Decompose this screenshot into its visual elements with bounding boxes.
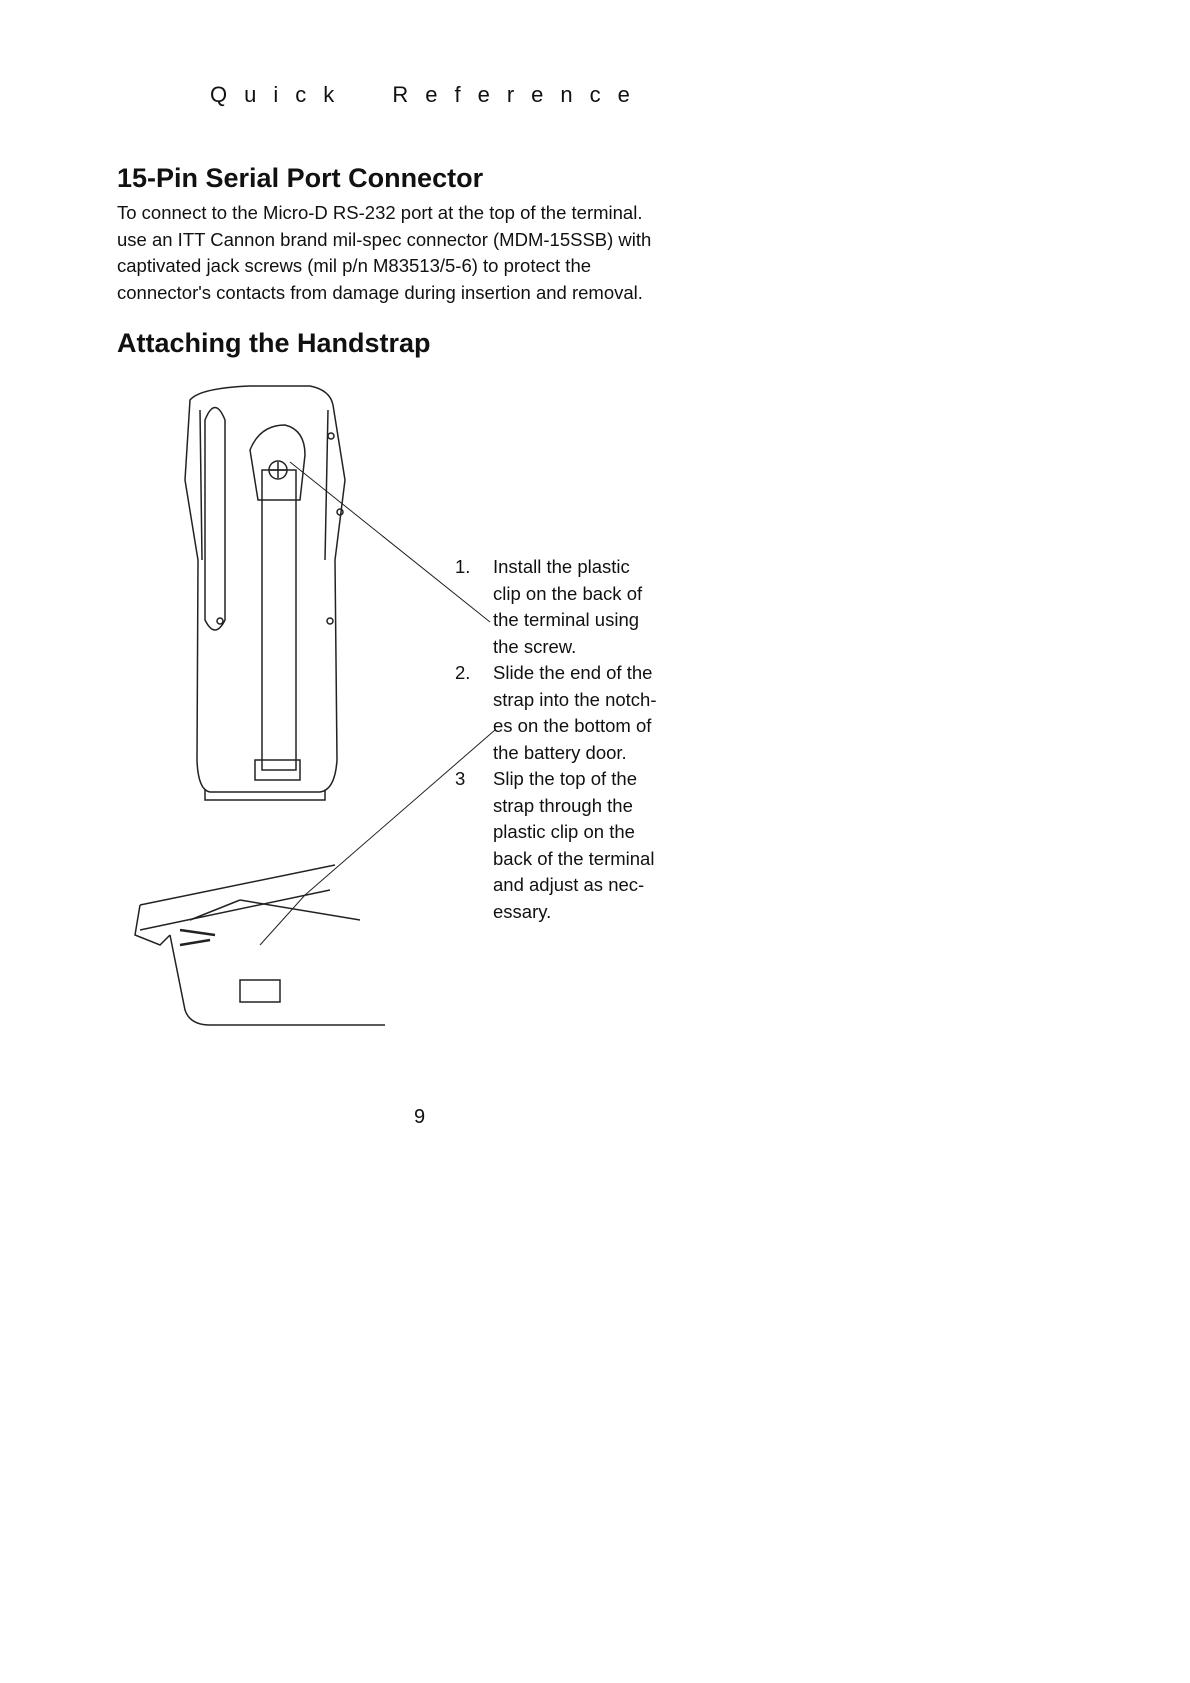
step-text-line: the battery door. bbox=[493, 741, 627, 763]
step-text-line: essary. bbox=[493, 900, 552, 922]
step-item bbox=[455, 766, 657, 925]
page-number: 9 bbox=[414, 1106, 426, 1128]
paragraph-line: use an ITT Cannon brand mil-spec connector (MDM-15SSB) with bbox=[117, 228, 652, 250]
paragraph-line: To connect to the Micro-D RS-232 port at the top of the terminal. bbox=[117, 202, 643, 223]
step-text-line: and adjust as nec- bbox=[493, 874, 645, 895]
step-text-line: plastic clip on the bbox=[493, 821, 635, 842]
stylus bbox=[205, 408, 225, 631]
step-number: 1. bbox=[455, 556, 471, 577]
section-title-handstrap: Attaching the Handstrap bbox=[117, 328, 431, 358]
step-text-line: es on the bottom of bbox=[493, 715, 652, 736]
step-item bbox=[455, 660, 657, 766]
step-text-line: strap through the bbox=[493, 794, 633, 816]
step-text-line: clip on the back of bbox=[493, 582, 643, 604]
strap bbox=[262, 470, 296, 770]
terminal-outline bbox=[185, 386, 345, 792]
step-text-line: the screw. bbox=[493, 635, 577, 657]
step-text-line: the terminal using bbox=[493, 609, 640, 630]
step-text-line: back of the terminal bbox=[493, 847, 655, 869]
step-number: 3 bbox=[455, 768, 466, 789]
step-text-line: Slip the top of the bbox=[493, 768, 637, 789]
paragraph-line: connector's contacts from damage during insertion and removal. bbox=[117, 281, 643, 303]
running-header: Quick Reference bbox=[210, 82, 647, 107]
step-text-line: strap into the notch- bbox=[493, 688, 657, 710]
section-title-serial-port: 15-Pin Serial Port Connector bbox=[117, 163, 484, 193]
paragraph-line: captivated jack screws (mil p/n M83513/5-6) to protect the bbox=[117, 255, 592, 276]
handstrap-steps bbox=[455, 554, 657, 925]
step-text-line: Slide the end of the bbox=[493, 662, 653, 683]
step-item bbox=[455, 554, 657, 660]
step-number: 2. bbox=[455, 662, 471, 683]
step-text-line: Install the plastic bbox=[493, 556, 630, 577]
